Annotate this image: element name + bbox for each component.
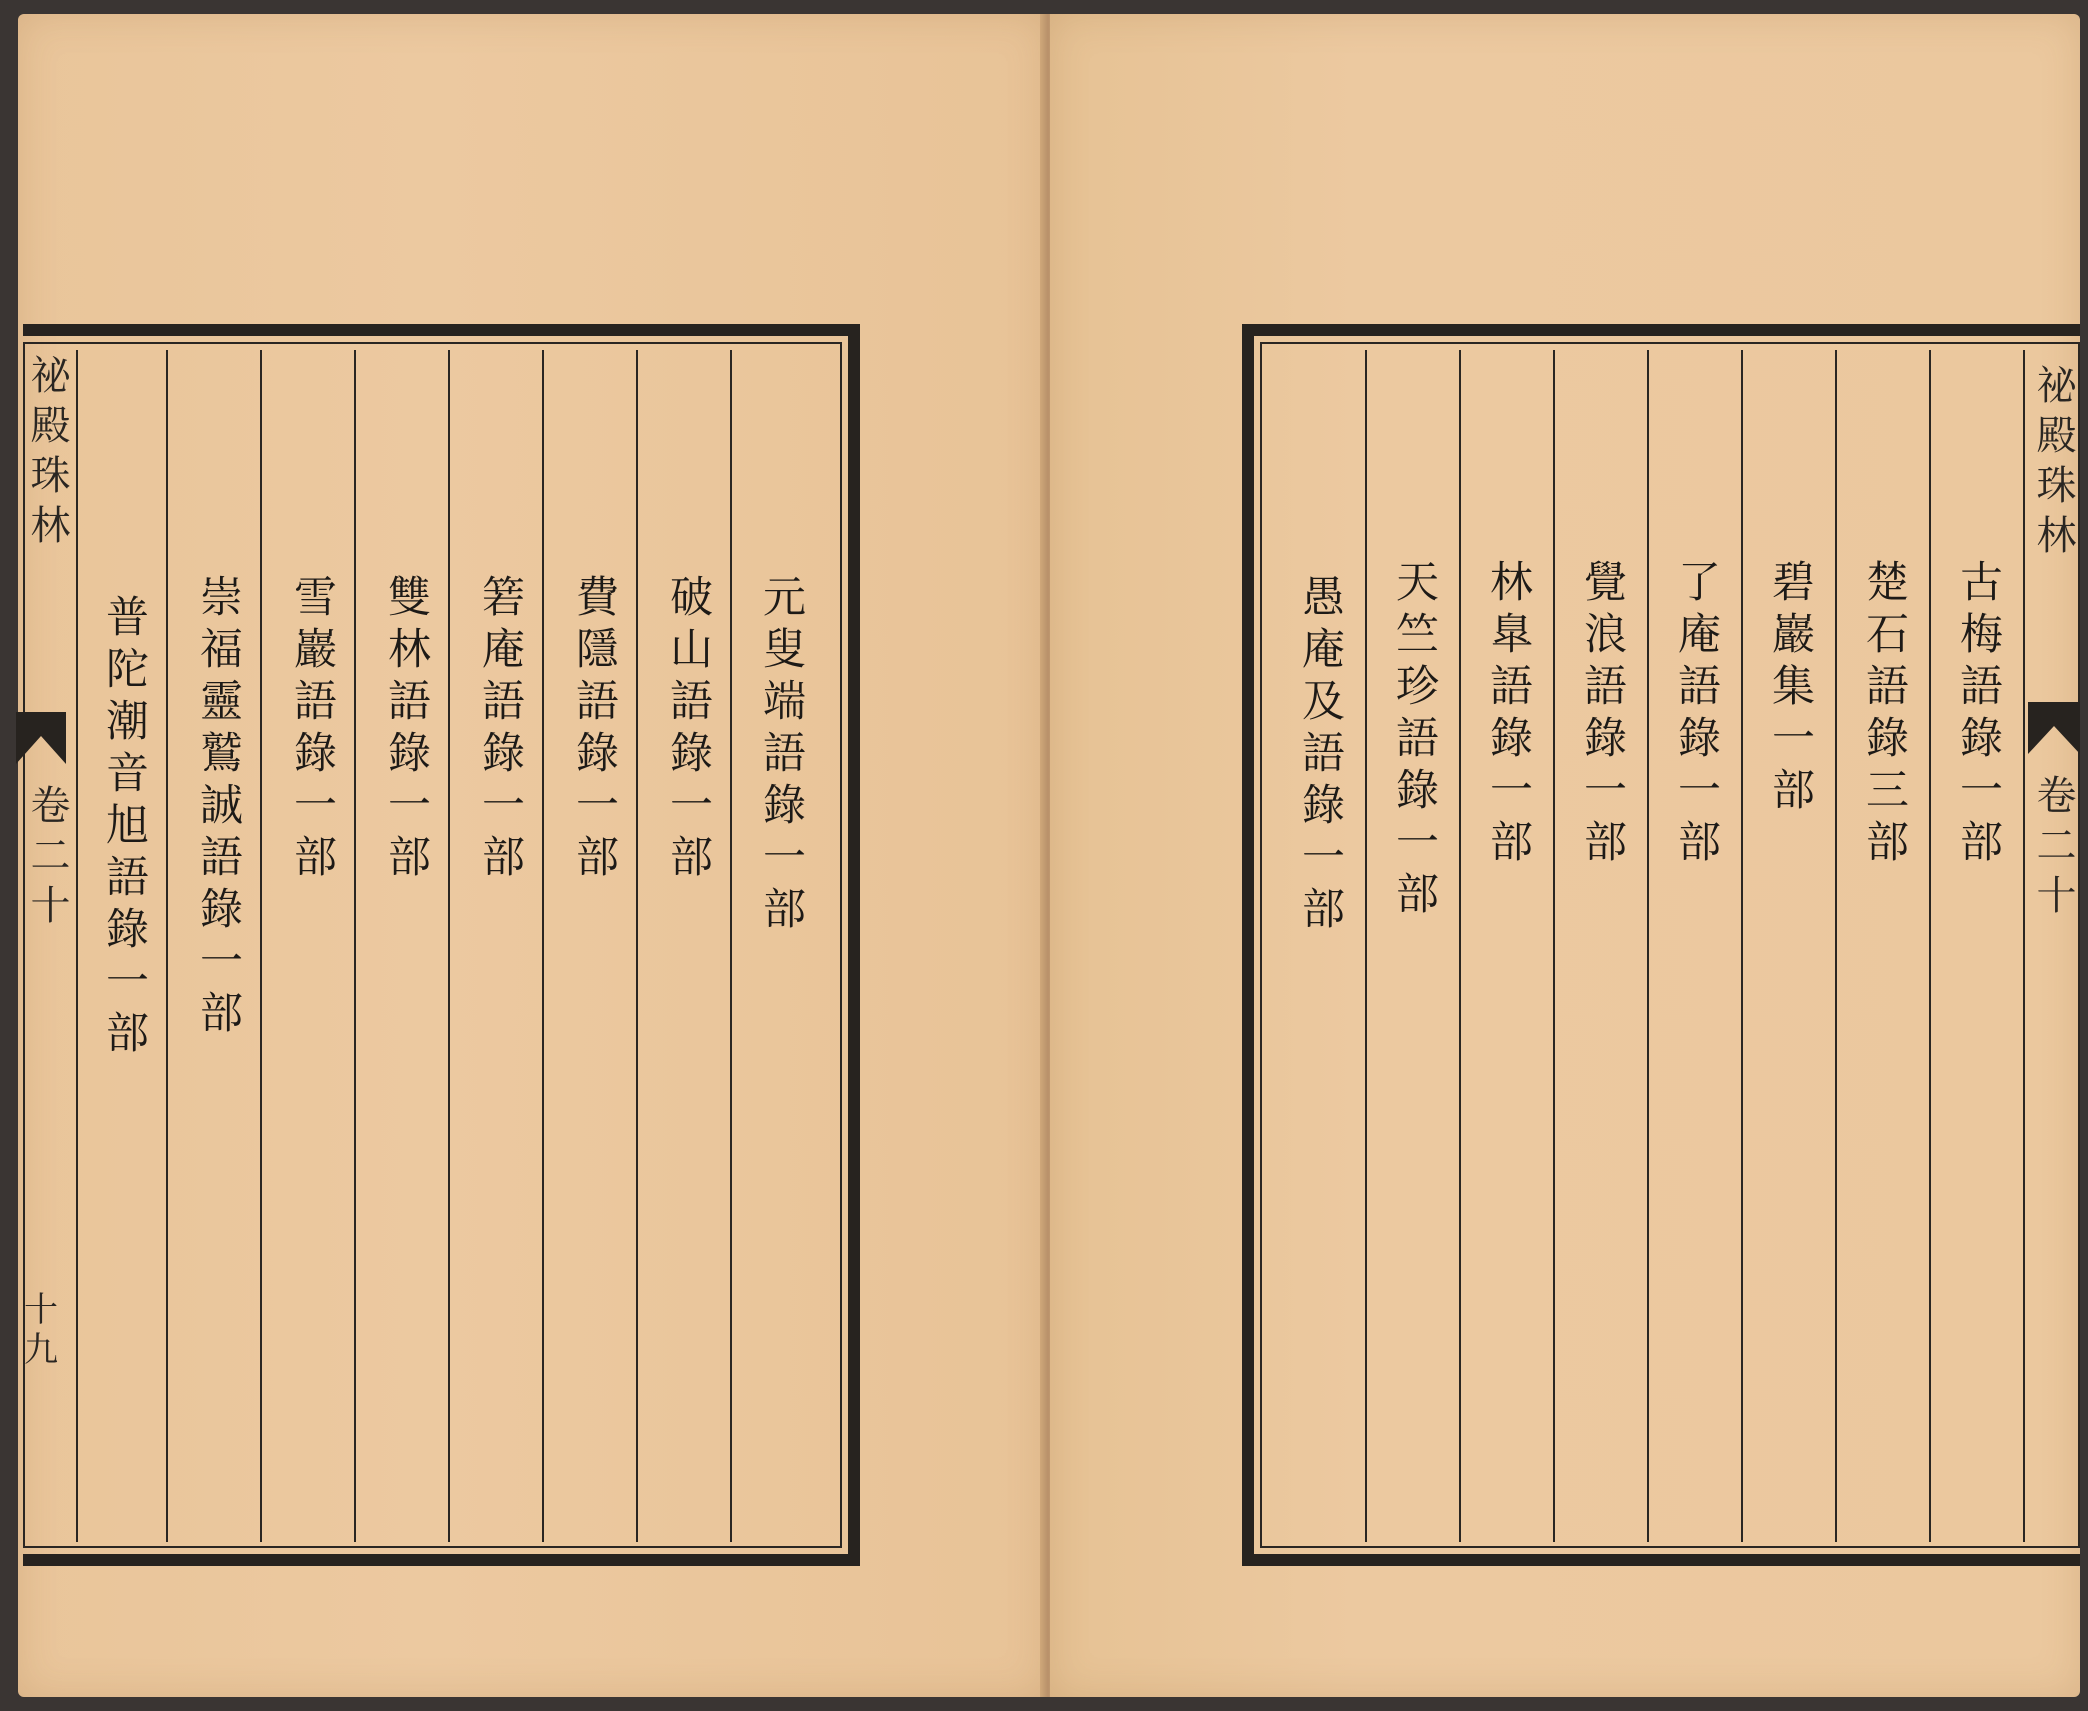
left-rule-3 xyxy=(354,350,356,1542)
right-rule-7 xyxy=(1365,350,1367,1542)
left-page-number: 十九 xyxy=(24,1290,58,1370)
left-rule-4 xyxy=(448,350,450,1542)
left-rule-6 xyxy=(636,350,638,1542)
right-rule-5 xyxy=(1553,350,1555,1542)
left-entry-4: 箬庵語錄一部 xyxy=(475,574,525,886)
right-entry-2: 楚石語錄三部 xyxy=(1859,559,1909,871)
left-entry-2: 破山語錄一部 xyxy=(663,574,713,886)
right-fishtail-icon xyxy=(2028,702,2080,754)
right-entry-4: 了庵語錄一部 xyxy=(1671,559,1721,871)
left-entry-6: 雪巖語錄一部 xyxy=(287,574,337,886)
right-rule-4 xyxy=(1647,350,1649,1542)
right-banxin-volume: 卷二十 xyxy=(2030,774,2076,924)
left-rule-5 xyxy=(542,350,544,1542)
right-banxin-divider xyxy=(2023,350,2025,1542)
right-page xyxy=(1050,14,2080,1697)
right-rule-2 xyxy=(1835,350,1837,1542)
right-entry-5: 覺浪語錄一部 xyxy=(1577,559,1627,871)
left-entry-1: 元叟端語錄一部 xyxy=(756,574,806,938)
right-entry-8: 愚庵及語錄一部 xyxy=(1295,574,1345,938)
right-rule-1 xyxy=(1929,350,1931,1542)
left-rule-7 xyxy=(730,350,732,1542)
right-page-border xyxy=(1242,324,2080,1566)
left-entry-7: 崇福靈鷲誠語錄一部 xyxy=(193,574,243,1042)
right-entry-7: 天竺珍語錄一部 xyxy=(1389,559,1439,923)
right-rule-6 xyxy=(1459,350,1461,1542)
left-banxin-title: 祕殿珠林 xyxy=(24,354,70,554)
right-entry-6: 林臯語錄一部 xyxy=(1483,559,1533,871)
left-entry-3: 費隱語錄一部 xyxy=(569,574,619,886)
right-entry-3: 碧巖集一部 xyxy=(1765,559,1815,819)
right-rule-3 xyxy=(1741,350,1743,1542)
left-banxin-volume: 卷二十 xyxy=(24,784,70,934)
right-entry-1: 古梅語錄一部 xyxy=(1953,559,2003,871)
left-entry-5: 雙林語錄一部 xyxy=(381,574,431,886)
left-entry-8: 普陀潮音旭語錄一部 xyxy=(99,594,149,1062)
right-banxin-title: 祕殿珠林 xyxy=(2030,364,2076,564)
left-banxin-divider xyxy=(76,350,78,1542)
left-rule-2 xyxy=(260,350,262,1542)
left-page xyxy=(18,14,1046,1697)
left-fishtail-icon xyxy=(16,712,66,764)
left-rule-1 xyxy=(166,350,168,1542)
